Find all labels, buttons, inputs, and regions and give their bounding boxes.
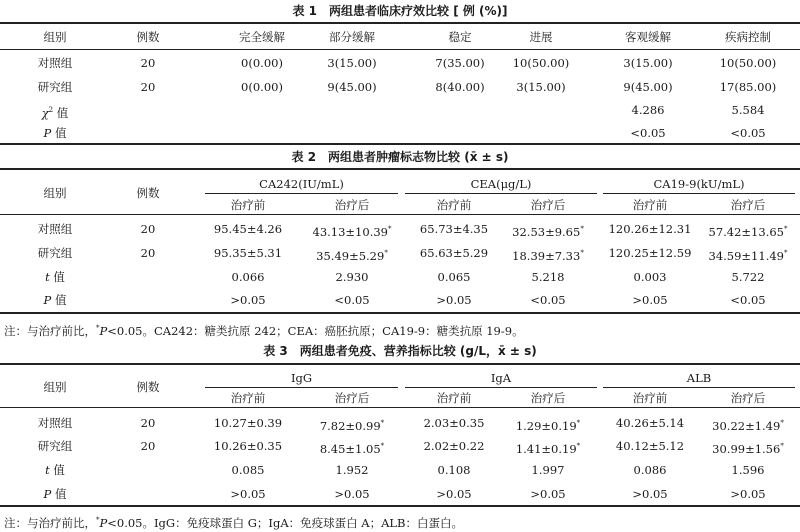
table1-cell: 7(35.00) bbox=[435, 56, 485, 70]
table3-group-header: ALB bbox=[686, 371, 712, 385]
significance-marker: * bbox=[580, 249, 584, 257]
table3-bottom-rule bbox=[0, 505, 800, 507]
significance-marker: * bbox=[580, 225, 584, 233]
table3-row-name: 研究组 bbox=[37, 439, 73, 453]
table3-top-rule bbox=[0, 363, 800, 365]
table3-col-group: 组别 bbox=[43, 380, 67, 394]
table1-cell: 10(50.00) bbox=[512, 56, 570, 70]
table3-group-rule bbox=[405, 387, 597, 388]
table3-cell: 2.02±0.22 bbox=[423, 439, 485, 453]
table2-sub-header: 治疗前 bbox=[436, 198, 472, 212]
table3-group-rule bbox=[603, 387, 795, 388]
table1-top-rule bbox=[0, 22, 800, 24]
table2-stat-value: >0.05 bbox=[230, 293, 266, 307]
table1-header-cell: 完全缓解 bbox=[239, 30, 285, 44]
table1-header-cell: 进展 bbox=[529, 30, 553, 44]
table1-bottom-rule bbox=[0, 143, 800, 145]
table2-cell: 43.13±10.39* bbox=[312, 225, 392, 239]
table1-header-cell: 稳定 bbox=[448, 30, 472, 44]
table2-sub-header: 治疗后 bbox=[730, 198, 766, 212]
table1-cell: 20 bbox=[140, 56, 156, 70]
significance-marker: * bbox=[576, 442, 581, 450]
table3-cell: 1.41±0.19* bbox=[515, 442, 581, 456]
table1-cell: 0(0.00) bbox=[241, 80, 283, 94]
table2-cell: 57.42±13.65* bbox=[708, 225, 788, 239]
table2-header-rule bbox=[0, 214, 800, 215]
table1-header-cell: 疾病控制 bbox=[725, 30, 771, 44]
table2-cell: 18.39±7.33* bbox=[512, 249, 584, 263]
table2-group-rule bbox=[405, 193, 597, 194]
table2-cell: 95.45±4.26 bbox=[213, 222, 283, 236]
table2-sub-header: 治疗后 bbox=[334, 198, 370, 212]
table3-stat-value: >0.05 bbox=[530, 487, 566, 501]
table1-cell: 20 bbox=[140, 80, 156, 94]
significance-marker: * bbox=[783, 225, 788, 233]
table2-row-name: 对照组 bbox=[37, 222, 73, 236]
table2-stat-value: 2.930 bbox=[335, 270, 369, 284]
table1-cell: 3(15.00) bbox=[327, 56, 377, 70]
table2-stat-value: 5.218 bbox=[531, 270, 565, 284]
table2-cell: 120.25±12.59 bbox=[608, 246, 692, 260]
table3-cell: 7.82±0.99* bbox=[319, 419, 385, 433]
table1-cell: 9(45.00) bbox=[623, 80, 673, 94]
table3-title: 表 3 两组患者免疫、营养指标比较 (g/L，x̄ ± s) bbox=[263, 344, 537, 358]
table2-stat-label: P 值 bbox=[43, 293, 67, 307]
table1-cell: 9(45.00) bbox=[327, 80, 377, 94]
table1-header-cell: 组别 bbox=[43, 30, 67, 44]
table2-group-header: CA242(IU/mL) bbox=[259, 177, 344, 191]
table3-row-n: 20 bbox=[140, 416, 156, 430]
table2-stat-value: 0.003 bbox=[633, 270, 667, 284]
table2-note: 注：与治疗前比，*P<0.05。CA242：糖类抗原 242；CEA：癌胚抗原；CA19-9：糖类抗原 19-9。 bbox=[4, 324, 524, 338]
table3-cell: 30.22±1.49* bbox=[712, 419, 784, 433]
table3-row-n: 20 bbox=[140, 439, 156, 453]
table3-group-header: IgG bbox=[290, 371, 313, 385]
table2-group-header: CEA(μg/L) bbox=[470, 177, 532, 191]
significance-marker: * bbox=[783, 249, 788, 257]
table3-sub-header: 治疗后 bbox=[730, 391, 766, 405]
table3-sub-header: 治疗前 bbox=[230, 391, 266, 405]
table3-group-header: IgA bbox=[490, 371, 512, 385]
table1-cell: 8(40.00) bbox=[435, 80, 485, 94]
significance-marker: * bbox=[384, 249, 388, 257]
significance-marker: * bbox=[780, 419, 784, 427]
table1-stat-value: 4.286 bbox=[631, 103, 665, 117]
table3-header-rule bbox=[0, 407, 800, 408]
table3-stat-value: >0.05 bbox=[730, 487, 766, 501]
table1-cell: 17(85.00) bbox=[719, 80, 777, 94]
table2-sub-header: 治疗前 bbox=[230, 198, 266, 212]
table3-sub-header: 治疗前 bbox=[436, 391, 472, 405]
table2-row-name: 研究组 bbox=[37, 246, 73, 260]
table2-stat-value: 0.065 bbox=[437, 270, 471, 284]
table3-cell: 40.12±5.12 bbox=[615, 439, 685, 453]
table1-header-cell: 部分缓解 bbox=[329, 30, 375, 44]
table1-cell: 3(15.00) bbox=[516, 80, 566, 94]
table1-header-rule bbox=[0, 49, 800, 50]
table2-stat-value: 5.722 bbox=[731, 270, 765, 284]
table2-group-rule bbox=[205, 193, 398, 194]
table3-stat-value: 1.997 bbox=[531, 463, 565, 477]
table3-stat-label: P 值 bbox=[43, 487, 67, 501]
significance-marker: * bbox=[380, 419, 385, 427]
table2-sub-header: 治疗前 bbox=[632, 198, 668, 212]
table2-stat-value: <0.05 bbox=[530, 293, 566, 307]
table3-stat-value: >0.05 bbox=[632, 487, 668, 501]
table1-title: 表 1 两组患者临床疗效比较 [ 例 (%)] bbox=[292, 4, 508, 18]
table3-note: 注：与治疗前比，*P<0.05。IgG：免疫球蛋白 G；IgA：免疫球蛋白 A；ALB：白蛋白。 bbox=[4, 516, 463, 530]
table1-stat-value: <0.05 bbox=[730, 126, 766, 140]
table2-cell: 32.53±9.65* bbox=[512, 225, 584, 239]
table2-cell: 65.73±4.35 bbox=[419, 222, 489, 236]
table3-stat-value: 0.108 bbox=[437, 463, 471, 477]
table3-cell: 40.26±5.14 bbox=[615, 416, 685, 430]
table3-cell: 1.29±0.19* bbox=[515, 419, 581, 433]
table1-cell: 10(50.00) bbox=[719, 56, 777, 70]
table2-stat-value: <0.05 bbox=[730, 293, 766, 307]
table3-stat-value: >0.05 bbox=[334, 487, 370, 501]
table2-sub-header: 治疗后 bbox=[530, 198, 566, 212]
table3-stat-value: 0.086 bbox=[633, 463, 667, 477]
table2-cell: 35.49±5.29* bbox=[316, 249, 388, 263]
table3-row-name: 对照组 bbox=[37, 416, 73, 430]
table2-row-n: 20 bbox=[140, 222, 156, 236]
table3-stat-value: 1.596 bbox=[731, 463, 765, 477]
table3-cell: 10.27±0.39 bbox=[213, 416, 283, 430]
table3-stat-value: 0.085 bbox=[231, 463, 265, 477]
table2-cell: 95.35±5.31 bbox=[213, 246, 283, 260]
table2-bottom-rule bbox=[0, 312, 800, 314]
table3-group-rule bbox=[205, 387, 398, 388]
table2-stat-value: >0.05 bbox=[632, 293, 668, 307]
significance-marker: * bbox=[380, 442, 385, 450]
table2-top-rule bbox=[0, 168, 800, 170]
table1-cell: 3(15.00) bbox=[623, 56, 673, 70]
table3-cell: 30.99±1.56* bbox=[712, 442, 784, 456]
table1-cell: 研究组 bbox=[37, 80, 73, 94]
table1-cell: 0(0.00) bbox=[241, 56, 283, 70]
table1-header-cell: 例数 bbox=[136, 30, 160, 44]
table2-cell: 120.26±12.31 bbox=[608, 222, 692, 236]
table2-cell: 34.59±11.49* bbox=[708, 249, 788, 263]
table2-stat-label: t 值 bbox=[45, 270, 65, 284]
table3-cell: 8.45±1.05* bbox=[319, 442, 385, 456]
table3-stat-label: t 值 bbox=[45, 463, 65, 477]
table3-sub-header: 治疗后 bbox=[334, 391, 370, 405]
table3-cell: 10.26±0.35 bbox=[213, 439, 283, 453]
table2-stat-value: >0.05 bbox=[436, 293, 472, 307]
table1-stat-label: P 值 bbox=[43, 126, 67, 140]
table3-stat-value: 1.952 bbox=[335, 463, 369, 477]
table3-stat-value: >0.05 bbox=[230, 487, 266, 501]
table2-title: 表 2 两组患者肿瘤标志物比较 (x̄ ± s) bbox=[291, 150, 509, 164]
significance-marker: * bbox=[576, 419, 581, 427]
table2-stat-value: 0.066 bbox=[231, 270, 265, 284]
table2-col-n: 例数 bbox=[136, 186, 160, 200]
table1-header-cell: 客观缓解 bbox=[625, 30, 671, 44]
table3-col-n: 例数 bbox=[136, 380, 160, 394]
table2-cell: 65.63±5.29 bbox=[419, 246, 489, 260]
table1-stat-value: <0.05 bbox=[630, 126, 666, 140]
table2-group-rule bbox=[603, 193, 795, 194]
table3-stat-value: >0.05 bbox=[436, 487, 472, 501]
table3-sub-header: 治疗前 bbox=[632, 391, 668, 405]
table1-cell: 对照组 bbox=[37, 56, 73, 70]
table1-stat-label: $\chi^2$ 值 bbox=[41, 106, 69, 120]
table2-col-group: 组别 bbox=[43, 186, 67, 200]
table2-row-n: 20 bbox=[140, 246, 156, 260]
table1-stat-value: 5.584 bbox=[731, 103, 765, 117]
table3-cell: 2.03±0.35 bbox=[423, 416, 485, 430]
table2-group-header: CA19-9(kU/mL) bbox=[653, 177, 745, 191]
table3-sub-header: 治疗后 bbox=[530, 391, 566, 405]
significance-marker: * bbox=[387, 225, 392, 233]
significance-marker: * bbox=[780, 442, 784, 450]
table2-stat-value: <0.05 bbox=[334, 293, 370, 307]
